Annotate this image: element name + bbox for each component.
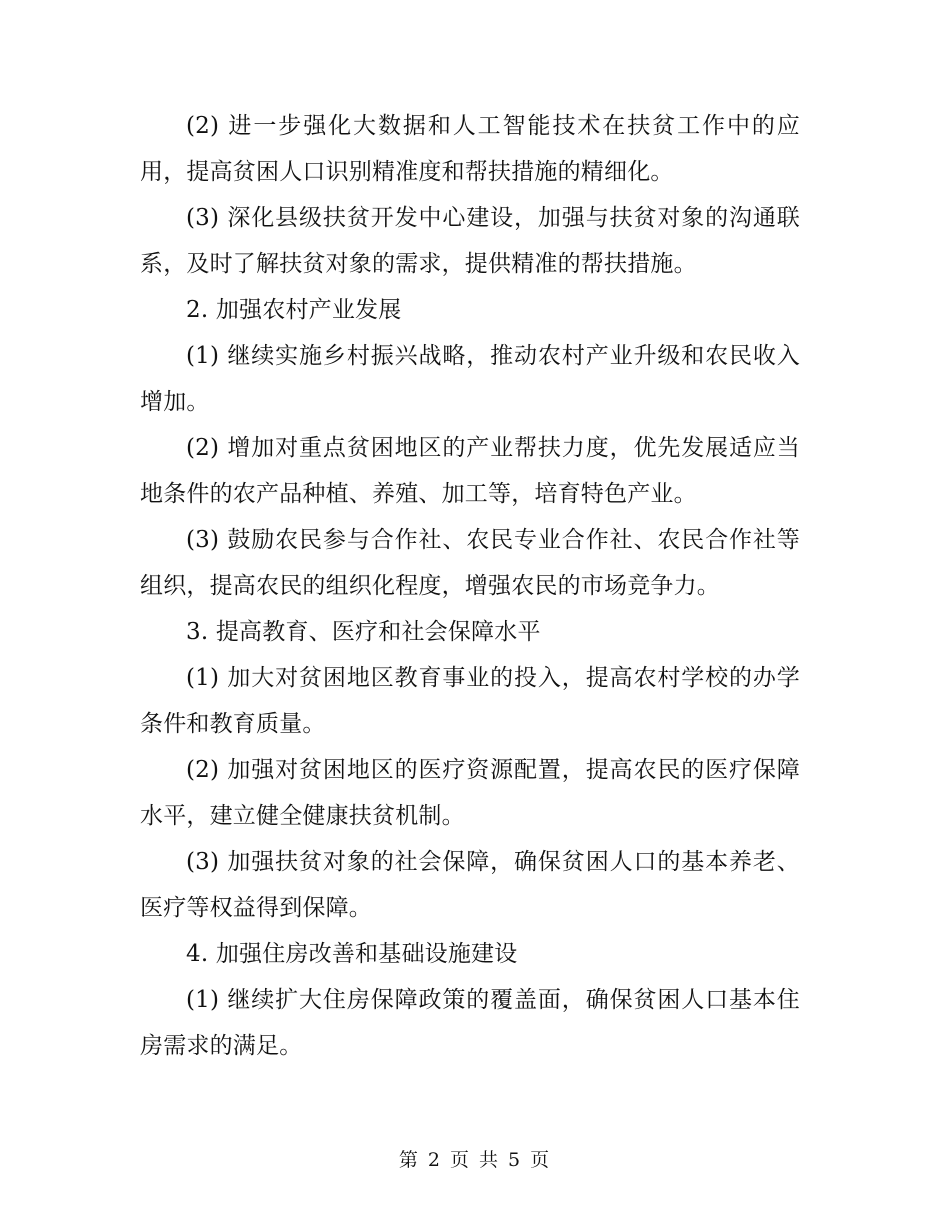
paragraph-2-5: (3) 鼓励农民参与合作社、农民专业合作社、农民合作社等组织，提高农民的组织化程度，增强农民的市场竞争力。 xyxy=(140,527,800,599)
document-body xyxy=(140,103,800,1069)
section-heading-2: 2. 加强农村产业发展 xyxy=(186,297,402,323)
paragraph-3-3: (3) 加强扶贫对象的社会保障，确保贫困人口的基本养老、医疗等权益得到保障。 xyxy=(140,849,800,921)
page-footer xyxy=(0,1147,950,1173)
paragraph-2-3: (1) 继续实施乡村振兴战略，推动农村产业升级和农民收入增加。 xyxy=(140,343,800,415)
paragraph-3-1: (1) 加大对贫困地区教育事业的投入，提高农村学校的办学条件和教育质量。 xyxy=(140,665,800,737)
section-heading-4: 4. 加强住房改善和基础设施建设 xyxy=(186,941,518,967)
paragraph-2-1: (2) 进一步强化大数据和人工智能技术在扶贫工作中的应用，提高贫困人口识别精准度和帮扶措施的精细化。 xyxy=(140,113,800,185)
paragraph-2-2: (3) 深化县级扶贫开发中心建设，加强与扶贫对象的沟通联系，及时了解扶贫对象的需求，提供精准的帮扶措施。 xyxy=(140,205,800,277)
paragraph-4-1: (1) 继续扩大住房保障政策的覆盖面，确保贫困人口基本住房需求的满足。 xyxy=(140,987,800,1059)
paragraph-3-2: (2) 加强对贫困地区的医疗资源配置，提高农民的医疗保障水平，建立健全健康扶贫机制。 xyxy=(140,757,800,829)
paragraph-2-4: (2) 增加对重点贫困地区的产业帮扶力度，优先发展适应当地条件的农产品种植、养殖、加工等，培育特色产业。 xyxy=(140,435,800,507)
page-number-label: 第 2 页 共 5 页 xyxy=(398,1149,552,1171)
section-heading-3: 3. 提高教育、医疗和社会保障水平 xyxy=(186,619,541,645)
